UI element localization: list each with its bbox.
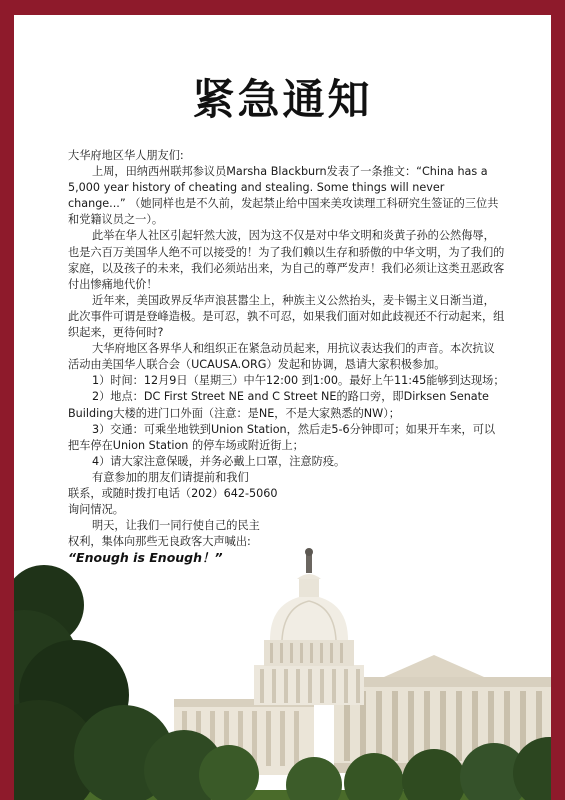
paragraph-reaction: 此举在华人社区引起轩然大波，因为这不仅是对中华文明和炎黄子孙的公然侮辱，也是六百万美国华人绝不可以接受的！为了我们赖以生存和骄傲的中华文明，为了我们的家庭，以及孩子的未来，我们必须站出来，为自己的尊严发声！我们必须让这类丑恶政客付出惨痛地代价！ [68,229,505,291]
paragraph-context: 近年来，美国政界反华声浪甚嚣尘上，种族主义公然抬头，麦卡锡主义日渐当道，此次事件可谓是登峰造极。是可忍，孰不可忍，如果我们面对如此歧视还不行动起来，组织起来，更待何时? [68,293,505,340]
paragraph-mobilization: 大华府地区各界华人和组织正在紧急动员起来，用抗议表达我们的声音。本次抗议活动由美国华人联合会（UCAUSA.ORG）发起和协调，恳请大家积极参加。 [68,342,495,372]
capitol-dome [254,548,364,705]
contact-line-3: 询问情况。 [68,503,124,517]
notice-body [68,148,505,566]
detail-precautions: 4）请大家注意保暖，并务必戴上口罩，注意防疫。 [92,454,346,468]
slogan: “Enough is Enough！” [68,550,223,566]
trees-left [14,565,259,800]
detail-transport: 3）交通：可乘坐地铁到Union Station，然后走5-6分钟即可；如果开车来，可以把车停在Union Station 的停车场或附近街上； [68,422,496,452]
closing-line-1: 明天，让我们一同行使自己的民主 [92,519,260,533]
contact-line-2: 联系，或随时拨打电话（202）642-5060 [68,486,278,500]
capitol-illustration [14,545,551,800]
notice-panel [14,15,551,800]
closing-line-2: 权利，集体向那些无良政客大声喊出: [68,535,251,549]
detail-location: 2）地点：DC First Street NE and C Street NE的路口旁，即Dirksen Senate Building大楼的进门口外面（注意：是NE，不是大家熟悉的NW）； [68,390,489,420]
notice-title: 紧急通知 [192,75,373,124]
greeting: 大华府地区华人朋友们: [68,149,184,162]
contact-info [68,470,318,550]
detail-time: 1）时间：12月9日（星期三）中午12:00 到1:00。最好上午11:45能够到达现场； [92,374,505,388]
contact-line-1: 有意参加的朋友们请提前和我们 [92,470,249,484]
paragraph-tweet: 上周，田纳西州联邦参议员Marsha Blackburn发表了一条推文：“China has a 5,000 year history of cheating and stealing. Some things will never change...” （她同样也是不久前，发起禁止给中国来美攻读理工科研究生签证的三位共和党籍议员之一）。 [68,165,499,227]
